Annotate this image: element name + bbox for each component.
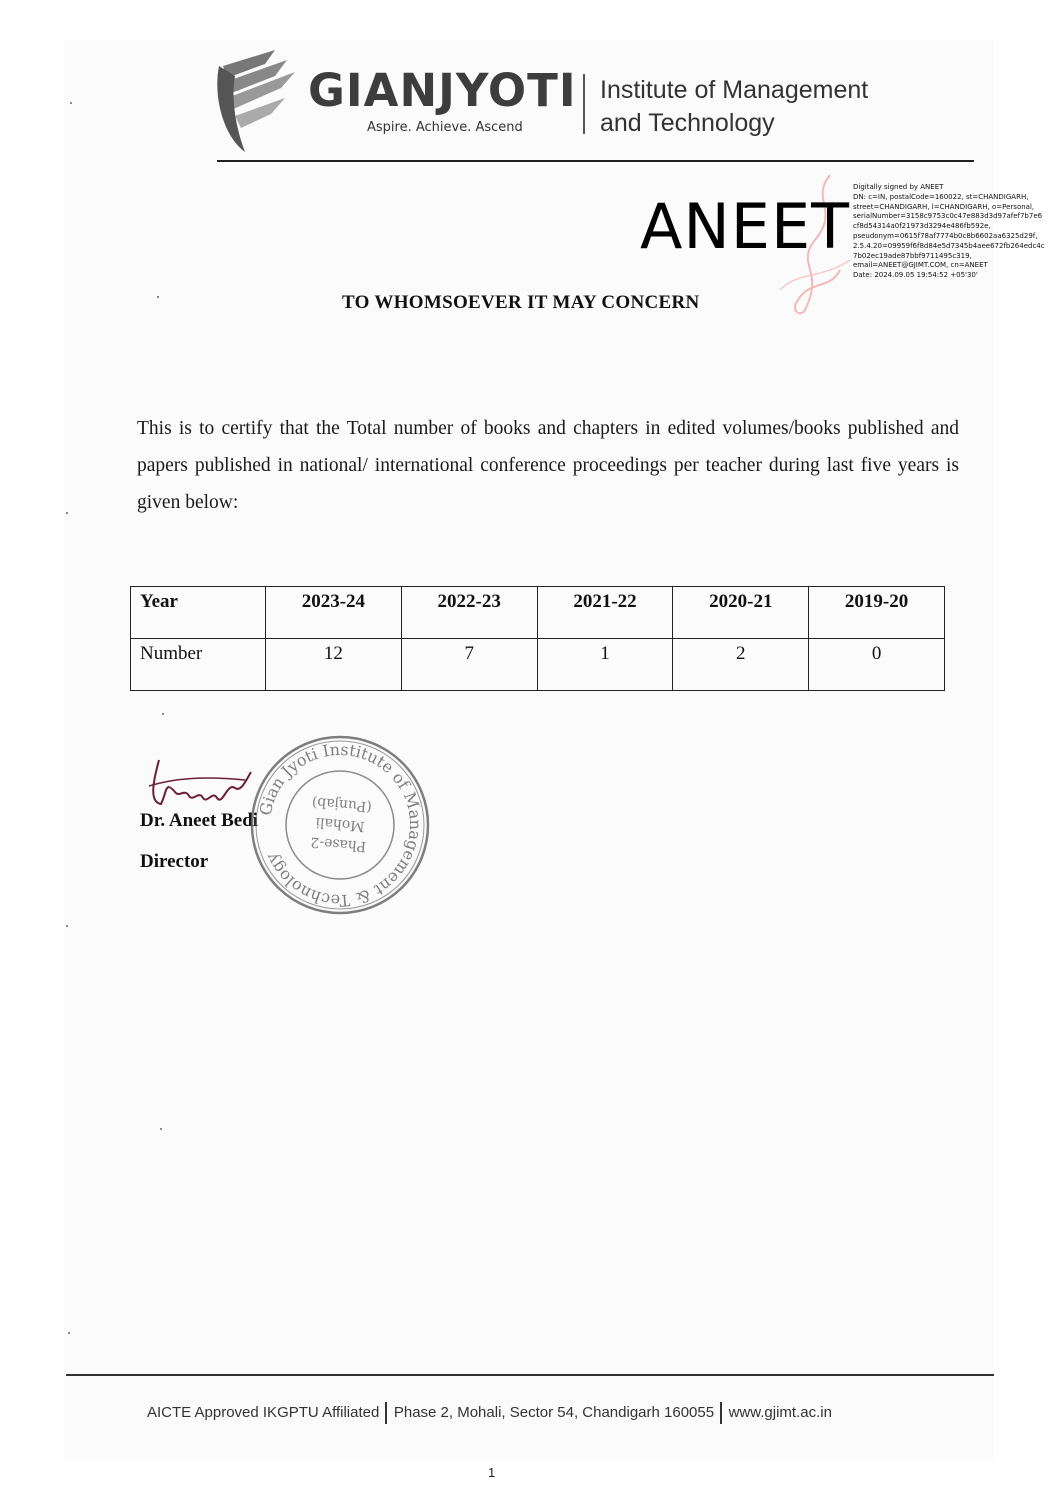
year-cell: 2021-22 bbox=[537, 587, 673, 639]
footer-address: Phase 2, Mohali, Sector 54, Chandigarh 160055 bbox=[393, 1404, 715, 1421]
year-cell: 2020-21 bbox=[673, 587, 809, 639]
institute-name bbox=[600, 74, 868, 140]
scan-speck bbox=[66, 925, 68, 927]
brand-tagline: Aspire. Achieve. Ascend bbox=[367, 120, 523, 135]
seal-center-line: (Punjab) bbox=[311, 793, 373, 815]
digital-signature-detail-line: Digitally signed by ANEET bbox=[853, 183, 944, 191]
digital-signature-details bbox=[853, 183, 1058, 281]
number-cell: 0 bbox=[809, 639, 945, 691]
signatory-title: Director bbox=[140, 851, 209, 872]
digital-signature-detail-line: 2.5.4.20=09959f6f8d84e5d7345b4aee672fb264edc4c bbox=[853, 241, 1045, 250]
digital-signature-detail-line: serialNumber=3158c9753c0c47e883d3d97afef7b7e6 bbox=[853, 212, 1043, 221]
seal-center-line: Mohali bbox=[314, 813, 366, 835]
institute-name-line-1: Institute of Management bbox=[600, 76, 869, 104]
scan-speck bbox=[68, 1332, 70, 1334]
scan-speck bbox=[160, 1128, 162, 1130]
number-cell: 1 bbox=[537, 639, 673, 691]
number-cell: 12 bbox=[266, 639, 402, 691]
signatory-name: Dr. Aneet Bedi bbox=[140, 810, 259, 831]
scan-speck bbox=[66, 512, 68, 514]
institute-seal-icon bbox=[245, 730, 435, 920]
footer-website: www.gjimt.ac.in bbox=[728, 1404, 832, 1421]
year-cell: 2019-20 bbox=[809, 587, 945, 639]
brand-name: GIANJYOTI bbox=[308, 64, 577, 117]
scan-speck bbox=[70, 102, 72, 104]
seal-ring-text: Gian Jyoti Institute of Management & Technology bbox=[255, 739, 426, 911]
digital-signature-detail-line: cf8d54314a0f21973d3294e486fb592e, bbox=[853, 222, 991, 231]
header-rule bbox=[217, 160, 974, 162]
digital-signature-detail-line: Date: 2024.09.05 19:54:52 +05'30' bbox=[853, 271, 978, 280]
scan-speck bbox=[162, 713, 164, 715]
gianjyoti-logo-icon bbox=[205, 46, 305, 156]
digital-signature-detail-line: street=CHANDIGARH, l=CHANDIGARH, o=Personal, bbox=[853, 202, 1035, 211]
digital-signature-detail-line: pseudonym=0615f78af7774b0c8b6602aa6325d29f, bbox=[853, 231, 1038, 240]
row-header-number: Number bbox=[131, 639, 266, 691]
footer bbox=[147, 1402, 832, 1424]
seal-center-line: Phase-2 bbox=[309, 833, 367, 855]
footer-rule bbox=[66, 1374, 994, 1376]
year-cell: 2023-24 bbox=[266, 587, 402, 639]
handwritten-signature-icon bbox=[145, 752, 255, 812]
year-cell: 2022-23 bbox=[401, 587, 537, 639]
certificate-body-text: This is to certify that the Total number of books and chapters in edited volumes/books published and papers published in national/ international conference proceedings per teacher during last five years is given below: bbox=[137, 418, 959, 513]
page-number: 1 bbox=[488, 1465, 496, 1480]
scan-speck bbox=[157, 296, 159, 298]
institute-name-line-2: and Technology bbox=[600, 109, 775, 137]
number-cell: 7 bbox=[401, 639, 537, 691]
footer-separator bbox=[720, 1402, 722, 1424]
header-separator bbox=[583, 74, 585, 134]
digital-signature-detail-line: email=ANEET@GJIMT.COM, cn=ANEET bbox=[853, 261, 988, 270]
table-row bbox=[131, 639, 945, 691]
footer-approval: AICTE Approved IKGPTU Affiliated bbox=[147, 1404, 380, 1421]
number-cell: 2 bbox=[673, 639, 809, 691]
footer-separator bbox=[385, 1402, 387, 1424]
digital-signature-detail-line: DN: c=IN, postalCode=160022, st=CHANDIGARH, bbox=[853, 192, 1029, 201]
digital-signature-name: ANEET bbox=[640, 190, 851, 263]
row-header-year: Year bbox=[131, 587, 266, 639]
digital-signature-detail-line: 7b02ec19ade87bbf9711495c319, bbox=[853, 251, 972, 260]
publications-table bbox=[130, 586, 945, 691]
document-heading: TO WHOMSOEVER IT MAY CONCERN bbox=[342, 292, 700, 313]
table-row bbox=[131, 587, 945, 639]
